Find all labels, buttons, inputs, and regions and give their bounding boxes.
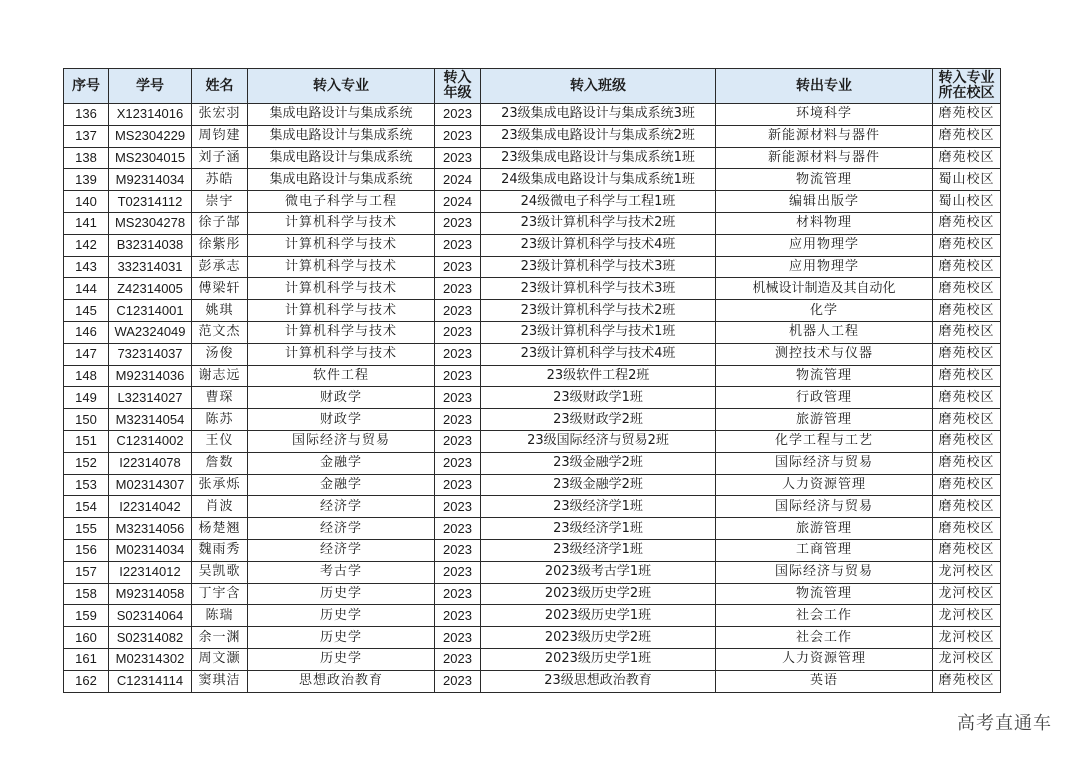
cell-transfer-out-major: 人力资源管理 bbox=[716, 474, 933, 496]
cell-transfer-in-major: 考古学 bbox=[248, 561, 435, 583]
cell-index: 153 bbox=[64, 474, 109, 496]
cell-index: 155 bbox=[64, 518, 109, 540]
cell-campus: 龙河校区 bbox=[933, 605, 1001, 627]
cell-student-id: M02314302 bbox=[109, 648, 192, 670]
cell-index: 147 bbox=[64, 343, 109, 365]
cell-index: 154 bbox=[64, 496, 109, 518]
cell-transfer-in-year: 2023 bbox=[435, 104, 481, 126]
cell-index: 150 bbox=[64, 409, 109, 431]
cell-transfer-out-major: 物流管理 bbox=[716, 365, 933, 387]
cell-campus: 磨苑校区 bbox=[933, 496, 1001, 518]
cell-index: 140 bbox=[64, 191, 109, 213]
cell-campus: 磨苑校区 bbox=[933, 539, 1001, 561]
cell-transfer-in-class: 2023级考古学1班 bbox=[481, 561, 716, 583]
cell-name: 王仪 bbox=[192, 430, 248, 452]
cell-campus: 龙河校区 bbox=[933, 648, 1001, 670]
cell-transfer-in-major: 计算机科学与技术 bbox=[248, 300, 435, 322]
cell-transfer-out-major: 国际经济与贸易 bbox=[716, 561, 933, 583]
cell-transfer-out-major: 行政管理 bbox=[716, 387, 933, 409]
cell-transfer-in-major: 计算机科学与技术 bbox=[248, 343, 435, 365]
cell-campus: 磨苑校区 bbox=[933, 670, 1001, 692]
cell-student-id: S02314064 bbox=[109, 605, 192, 627]
cell-name: 徐子郜 bbox=[192, 212, 248, 234]
cell-transfer-in-year: 2023 bbox=[435, 627, 481, 649]
cell-transfer-out-major: 旅游管理 bbox=[716, 409, 933, 431]
cell-campus: 磨苑校区 bbox=[933, 256, 1001, 278]
cell-transfer-in-major: 思想政治教育 bbox=[248, 670, 435, 692]
cell-student-id: MS2304015 bbox=[109, 147, 192, 169]
cell-transfer-in-year: 2023 bbox=[435, 452, 481, 474]
cell-transfer-in-year: 2023 bbox=[435, 561, 481, 583]
cell-transfer-out-major: 物流管理 bbox=[716, 169, 933, 191]
cell-index: 145 bbox=[64, 300, 109, 322]
header-transfer-in-major: 转入专业 bbox=[248, 69, 435, 104]
cell-transfer-in-year: 2023 bbox=[435, 125, 481, 147]
cell-transfer-in-major: 财政学 bbox=[248, 409, 435, 431]
cell-transfer-in-class: 23级集成电路设计与集成系统1班 bbox=[481, 147, 716, 169]
cell-campus: 磨苑校区 bbox=[933, 452, 1001, 474]
cell-campus: 磨苑校区 bbox=[933, 321, 1001, 343]
table-row bbox=[64, 300, 1001, 322]
cell-student-id: 332314031 bbox=[109, 256, 192, 278]
cell-campus: 龙河校区 bbox=[933, 583, 1001, 605]
cell-transfer-in-major: 经济学 bbox=[248, 496, 435, 518]
cell-index: 143 bbox=[64, 256, 109, 278]
cell-campus: 龙河校区 bbox=[933, 561, 1001, 583]
cell-transfer-in-major: 历史学 bbox=[248, 605, 435, 627]
cell-transfer-in-class: 23级计算机科学与技术4班 bbox=[481, 343, 716, 365]
cell-index: 157 bbox=[64, 561, 109, 583]
cell-transfer-in-major: 金融学 bbox=[248, 452, 435, 474]
cell-index: 138 bbox=[64, 147, 109, 169]
cell-index: 159 bbox=[64, 605, 109, 627]
cell-transfer-in-year: 2023 bbox=[435, 496, 481, 518]
cell-transfer-in-major: 微电子科学与工程 bbox=[248, 191, 435, 213]
cell-transfer-in-major: 集成电路设计与集成系统 bbox=[248, 125, 435, 147]
cell-transfer-in-major: 计算机科学与技术 bbox=[248, 212, 435, 234]
cell-transfer-in-year: 2023 bbox=[435, 474, 481, 496]
cell-transfer-in-year: 2023 bbox=[435, 670, 481, 692]
table-row bbox=[64, 474, 1001, 496]
cell-transfer-in-class: 23级软件工程2班 bbox=[481, 365, 716, 387]
cell-transfer-in-major: 计算机科学与技术 bbox=[248, 321, 435, 343]
cell-student-id: S02314082 bbox=[109, 627, 192, 649]
cell-transfer-in-year: 2023 bbox=[435, 300, 481, 322]
cell-transfer-in-class: 23级经济学1班 bbox=[481, 496, 716, 518]
cell-student-id: T02314112 bbox=[109, 191, 192, 213]
header-name: 姓名 bbox=[192, 69, 248, 104]
cell-transfer-out-major: 国际经济与贸易 bbox=[716, 452, 933, 474]
cell-student-id: WA2324049 bbox=[109, 321, 192, 343]
cell-index: 146 bbox=[64, 321, 109, 343]
cell-student-id: 732314037 bbox=[109, 343, 192, 365]
cell-transfer-in-class: 2023级历史学2班 bbox=[481, 627, 716, 649]
cell-transfer-in-major: 历史学 bbox=[248, 648, 435, 670]
cell-index: 161 bbox=[64, 648, 109, 670]
cell-name: 傅梁轩 bbox=[192, 278, 248, 300]
cell-index: 144 bbox=[64, 278, 109, 300]
cell-name: 肖波 bbox=[192, 496, 248, 518]
cell-student-id: C12314002 bbox=[109, 430, 192, 452]
cell-transfer-in-class: 23级计算机科学与技术3班 bbox=[481, 278, 716, 300]
cell-transfer-out-major: 化学工程与工艺 bbox=[716, 430, 933, 452]
cell-transfer-out-major: 新能源材料与器件 bbox=[716, 125, 933, 147]
cell-transfer-in-major: 计算机科学与技术 bbox=[248, 234, 435, 256]
cell-student-id: M32314056 bbox=[109, 518, 192, 540]
cell-name: 彭承志 bbox=[192, 256, 248, 278]
cell-name: 苏皓 bbox=[192, 169, 248, 191]
cell-index: 148 bbox=[64, 365, 109, 387]
cell-campus: 蜀山校区 bbox=[933, 169, 1001, 191]
cell-index: 152 bbox=[64, 452, 109, 474]
cell-student-id: MS2304278 bbox=[109, 212, 192, 234]
cell-name: 刘子涵 bbox=[192, 147, 248, 169]
cell-name: 崇宇 bbox=[192, 191, 248, 213]
cell-student-id: X12314016 bbox=[109, 104, 192, 126]
cell-transfer-out-major: 物流管理 bbox=[716, 583, 933, 605]
cell-transfer-out-major: 化学 bbox=[716, 300, 933, 322]
cell-transfer-in-class: 23级计算机科学与技术4班 bbox=[481, 234, 716, 256]
cell-name: 丁宇含 bbox=[192, 583, 248, 605]
table-row bbox=[64, 670, 1001, 692]
cell-transfer-in-class: 24级微电子科学与工程1班 bbox=[481, 191, 716, 213]
cell-index: 162 bbox=[64, 670, 109, 692]
cell-index: 141 bbox=[64, 212, 109, 234]
table-row bbox=[64, 169, 1001, 191]
table-row bbox=[64, 104, 1001, 126]
table-row bbox=[64, 191, 1001, 213]
cell-student-id: M02314034 bbox=[109, 539, 192, 561]
table-row bbox=[64, 343, 1001, 365]
cell-transfer-in-year: 2023 bbox=[435, 409, 481, 431]
cell-transfer-in-major: 财政学 bbox=[248, 387, 435, 409]
cell-transfer-in-year: 2023 bbox=[435, 234, 481, 256]
table-row bbox=[64, 409, 1001, 431]
header-transfer-in-class: 转入班级 bbox=[481, 69, 716, 104]
cell-transfer-in-year: 2023 bbox=[435, 648, 481, 670]
cell-transfer-in-class: 23级集成电路设计与集成系统2班 bbox=[481, 125, 716, 147]
header-student-id: 学号 bbox=[109, 69, 192, 104]
transfer-list-table bbox=[63, 68, 1001, 693]
cell-index: 142 bbox=[64, 234, 109, 256]
cell-name: 张宏羽 bbox=[192, 104, 248, 126]
cell-transfer-in-major: 集成电路设计与集成系统 bbox=[248, 169, 435, 191]
table-row bbox=[64, 583, 1001, 605]
header-year-line2: 年级 bbox=[443, 85, 472, 101]
cell-transfer-out-major: 应用物理学 bbox=[716, 256, 933, 278]
cell-index: 137 bbox=[64, 125, 109, 147]
cell-transfer-in-major: 集成电路设计与集成系统 bbox=[248, 147, 435, 169]
cell-transfer-in-class: 23级思想政治教育 bbox=[481, 670, 716, 692]
cell-transfer-in-year: 2024 bbox=[435, 169, 481, 191]
table-row bbox=[64, 234, 1001, 256]
cell-campus: 磨苑校区 bbox=[933, 387, 1001, 409]
cell-transfer-out-major: 测控技术与仪器 bbox=[716, 343, 933, 365]
cell-transfer-in-class: 23级经济学1班 bbox=[481, 518, 716, 540]
cell-student-id: M92314058 bbox=[109, 583, 192, 605]
cell-transfer-in-year: 2023 bbox=[435, 430, 481, 452]
cell-student-id: Z42314005 bbox=[109, 278, 192, 300]
cell-name: 陈瑞 bbox=[192, 605, 248, 627]
cell-student-id: M92314034 bbox=[109, 169, 192, 191]
table-row bbox=[64, 561, 1001, 583]
cell-name: 窦琪洁 bbox=[192, 670, 248, 692]
cell-transfer-in-year: 2023 bbox=[435, 583, 481, 605]
cell-transfer-out-major: 人力资源管理 bbox=[716, 648, 933, 670]
cell-transfer-out-major: 社会工作 bbox=[716, 627, 933, 649]
cell-transfer-in-major: 历史学 bbox=[248, 627, 435, 649]
cell-index: 160 bbox=[64, 627, 109, 649]
table-row bbox=[64, 365, 1001, 387]
header-transfer-out-major: 转出专业 bbox=[716, 69, 933, 104]
cell-transfer-in-class: 2023级历史学1班 bbox=[481, 648, 716, 670]
cell-transfer-out-major: 旅游管理 bbox=[716, 518, 933, 540]
cell-transfer-out-major: 新能源材料与器件 bbox=[716, 147, 933, 169]
table-row bbox=[64, 648, 1001, 670]
cell-transfer-in-major: 历史学 bbox=[248, 583, 435, 605]
cell-transfer-in-year: 2023 bbox=[435, 321, 481, 343]
table-row bbox=[64, 212, 1001, 234]
cell-campus: 磨苑校区 bbox=[933, 125, 1001, 147]
cell-transfer-out-major: 社会工作 bbox=[716, 605, 933, 627]
table-row bbox=[64, 430, 1001, 452]
cell-campus: 磨苑校区 bbox=[933, 212, 1001, 234]
cell-transfer-in-year: 2023 bbox=[435, 212, 481, 234]
cell-transfer-in-class: 2023级历史学2班 bbox=[481, 583, 716, 605]
cell-campus: 磨苑校区 bbox=[933, 147, 1001, 169]
cell-transfer-in-year: 2023 bbox=[435, 387, 481, 409]
cell-transfer-out-major: 英语 bbox=[716, 670, 933, 692]
cell-index: 151 bbox=[64, 430, 109, 452]
table-row bbox=[64, 627, 1001, 649]
cell-transfer-in-year: 2023 bbox=[435, 605, 481, 627]
cell-campus: 磨苑校区 bbox=[933, 474, 1001, 496]
cell-transfer-in-class: 23级金融学2班 bbox=[481, 452, 716, 474]
cell-transfer-in-class: 23级计算机科学与技术2班 bbox=[481, 212, 716, 234]
cell-transfer-in-year: 2023 bbox=[435, 365, 481, 387]
table-row bbox=[64, 518, 1001, 540]
table-body bbox=[64, 104, 1001, 693]
cell-index: 136 bbox=[64, 104, 109, 126]
cell-index: 156 bbox=[64, 539, 109, 561]
cell-transfer-in-class: 23级计算机科学与技术3班 bbox=[481, 256, 716, 278]
cell-name: 范文杰 bbox=[192, 321, 248, 343]
cell-transfer-out-major: 环境科学 bbox=[716, 104, 933, 126]
cell-student-id: L32314027 bbox=[109, 387, 192, 409]
cell-campus: 蜀山校区 bbox=[933, 191, 1001, 213]
cell-name: 吴凯歌 bbox=[192, 561, 248, 583]
cell-transfer-out-major: 材料物理 bbox=[716, 212, 933, 234]
cell-transfer-out-major: 机器人工程 bbox=[716, 321, 933, 343]
cell-transfer-in-year: 2023 bbox=[435, 256, 481, 278]
cell-name: 杨楚翘 bbox=[192, 518, 248, 540]
cell-transfer-in-class: 23级国际经济与贸易2班 bbox=[481, 430, 716, 452]
cell-student-id: M02314307 bbox=[109, 474, 192, 496]
cell-student-id: I22314012 bbox=[109, 561, 192, 583]
cell-transfer-in-class: 2023级历史学1班 bbox=[481, 605, 716, 627]
cell-campus: 磨苑校区 bbox=[933, 300, 1001, 322]
header-campus bbox=[933, 69, 1001, 104]
cell-transfer-out-major: 国际经济与贸易 bbox=[716, 496, 933, 518]
cell-campus: 磨苑校区 bbox=[933, 343, 1001, 365]
cell-transfer-in-class: 23级计算机科学与技术1班 bbox=[481, 321, 716, 343]
cell-name: 张承烁 bbox=[192, 474, 248, 496]
cell-campus: 磨苑校区 bbox=[933, 430, 1001, 452]
cell-transfer-in-class: 23级财政学2班 bbox=[481, 409, 716, 431]
cell-campus: 磨苑校区 bbox=[933, 518, 1001, 540]
cell-transfer-in-class: 23级金融学2班 bbox=[481, 474, 716, 496]
cell-student-id: M92314036 bbox=[109, 365, 192, 387]
cell-student-id: MS2304229 bbox=[109, 125, 192, 147]
cell-name: 谢志远 bbox=[192, 365, 248, 387]
cell-transfer-out-major: 机械设计制造及其自动化 bbox=[716, 278, 933, 300]
cell-transfer-out-major: 编辑出版学 bbox=[716, 191, 933, 213]
watermark-text: 高考直通车 bbox=[957, 713, 1052, 734]
table-row bbox=[64, 321, 1001, 343]
cell-index: 158 bbox=[64, 583, 109, 605]
cell-transfer-in-major: 国际经济与贸易 bbox=[248, 430, 435, 452]
table-row bbox=[64, 125, 1001, 147]
cell-name: 詹数 bbox=[192, 452, 248, 474]
cell-campus: 磨苑校区 bbox=[933, 104, 1001, 126]
cell-name: 陈苏 bbox=[192, 409, 248, 431]
table-row bbox=[64, 147, 1001, 169]
cell-student-id: M32314054 bbox=[109, 409, 192, 431]
cell-transfer-in-major: 集成电路设计与集成系统 bbox=[248, 104, 435, 126]
cell-student-id: C12314001 bbox=[109, 300, 192, 322]
cell-campus: 磨苑校区 bbox=[933, 365, 1001, 387]
header-campus-line2: 所在校区 bbox=[938, 85, 995, 101]
cell-transfer-out-major: 工商管理 bbox=[716, 539, 933, 561]
cell-name: 姚琪 bbox=[192, 300, 248, 322]
cell-transfer-in-year: 2023 bbox=[435, 518, 481, 540]
header-year-line1: 转入 bbox=[443, 70, 472, 86]
cell-transfer-in-year: 2023 bbox=[435, 147, 481, 169]
cell-transfer-in-year: 2023 bbox=[435, 278, 481, 300]
header-index: 序号 bbox=[64, 69, 109, 104]
cell-transfer-in-major: 经济学 bbox=[248, 518, 435, 540]
cell-transfer-out-major: 应用物理学 bbox=[716, 234, 933, 256]
table-row bbox=[64, 452, 1001, 474]
cell-transfer-in-major: 计算机科学与技术 bbox=[248, 278, 435, 300]
cell-transfer-in-year: 2024 bbox=[435, 191, 481, 213]
cell-transfer-in-major: 计算机科学与技术 bbox=[248, 256, 435, 278]
cell-name: 周钧建 bbox=[192, 125, 248, 147]
table-row bbox=[64, 605, 1001, 627]
cell-campus: 磨苑校区 bbox=[933, 278, 1001, 300]
cell-campus: 龙河校区 bbox=[933, 627, 1001, 649]
cell-name: 徐紫彤 bbox=[192, 234, 248, 256]
cell-transfer-in-class: 24级集成电路设计与集成系统1班 bbox=[481, 169, 716, 191]
table-row bbox=[64, 387, 1001, 409]
cell-name: 汤俊 bbox=[192, 343, 248, 365]
cell-index: 139 bbox=[64, 169, 109, 191]
cell-transfer-in-class: 23级经济学1班 bbox=[481, 539, 716, 561]
cell-transfer-in-class: 23级集成电路设计与集成系统3班 bbox=[481, 104, 716, 126]
cell-transfer-in-major: 金融学 bbox=[248, 474, 435, 496]
cell-student-id: C12314114 bbox=[109, 670, 192, 692]
header-campus-line1: 转入专业 bbox=[938, 70, 995, 86]
cell-index: 149 bbox=[64, 387, 109, 409]
cell-transfer-in-class: 23级计算机科学与技术2班 bbox=[481, 300, 716, 322]
cell-transfer-in-major: 经济学 bbox=[248, 539, 435, 561]
cell-transfer-in-class: 23级财政学1班 bbox=[481, 387, 716, 409]
table-row bbox=[64, 539, 1001, 561]
cell-name: 周文灏 bbox=[192, 648, 248, 670]
cell-campus: 磨苑校区 bbox=[933, 409, 1001, 431]
cell-transfer-in-major: 软件工程 bbox=[248, 365, 435, 387]
cell-transfer-in-year: 2023 bbox=[435, 539, 481, 561]
header-transfer-in-year bbox=[435, 69, 481, 104]
cell-name: 曹琛 bbox=[192, 387, 248, 409]
cell-student-id: B32314038 bbox=[109, 234, 192, 256]
cell-student-id: I22314078 bbox=[109, 452, 192, 474]
cell-name: 魏雨秀 bbox=[192, 539, 248, 561]
table-row bbox=[64, 256, 1001, 278]
cell-name: 余一渊 bbox=[192, 627, 248, 649]
cell-student-id: I22314042 bbox=[109, 496, 192, 518]
table-row bbox=[64, 496, 1001, 518]
table-row bbox=[64, 278, 1001, 300]
cell-transfer-in-year: 2023 bbox=[435, 343, 481, 365]
header-row bbox=[64, 69, 1001, 104]
cell-campus: 磨苑校区 bbox=[933, 234, 1001, 256]
